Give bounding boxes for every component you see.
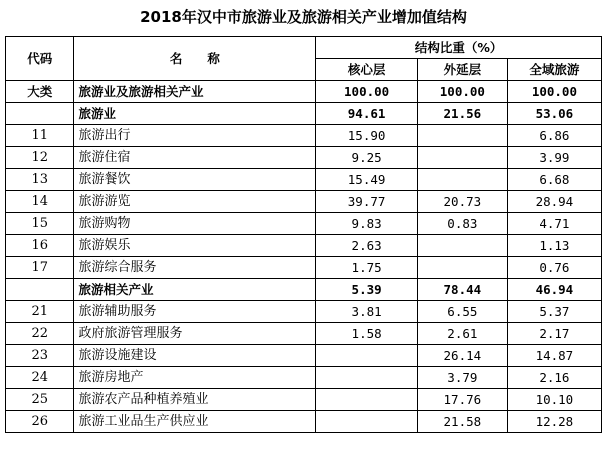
- header-name: 名 称: [74, 37, 316, 81]
- row-core-value: [316, 367, 418, 389]
- row-core-value: 5.39: [316, 279, 418, 301]
- row-name: 旅游出行: [74, 125, 316, 147]
- row-extension-value: 2.61: [417, 323, 507, 345]
- table-row: [6, 257, 602, 279]
- table-row: [6, 169, 602, 191]
- row-core-value: 9.25: [316, 147, 418, 169]
- row-total-value: 14.87: [507, 345, 601, 367]
- row-extension-value: 20.73: [417, 191, 507, 213]
- row-code: 21: [6, 301, 74, 323]
- table-row: [6, 125, 602, 147]
- table-body: [6, 81, 602, 433]
- row-core-value: 3.81: [316, 301, 418, 323]
- table-row: [6, 323, 602, 345]
- row-name: 旅游业: [74, 103, 316, 125]
- row-name: 旅游购物: [74, 213, 316, 235]
- table-row: [6, 345, 602, 367]
- header-core-layer: 核心层: [316, 59, 418, 81]
- table-row: [6, 103, 602, 125]
- row-name: 旅游游览: [74, 191, 316, 213]
- row-code: 16: [6, 235, 74, 257]
- row-extension-value: 6.55: [417, 301, 507, 323]
- row-extension-value: 3.79: [417, 367, 507, 389]
- row-total-value: 12.28: [507, 411, 601, 433]
- row-total-value: 100.00: [507, 81, 601, 103]
- row-total-value: 6.68: [507, 169, 601, 191]
- table-row: [6, 367, 602, 389]
- row-code: 14: [6, 191, 74, 213]
- row-code: 26: [6, 411, 74, 433]
- row-code: 15: [6, 213, 74, 235]
- row-name: 旅游住宿: [74, 147, 316, 169]
- row-core-value: [316, 389, 418, 411]
- row-total-value: 2.17: [507, 323, 601, 345]
- row-extension-value: 26.14: [417, 345, 507, 367]
- row-code: 25: [6, 389, 74, 411]
- table-row: [6, 81, 602, 103]
- row-code: 17: [6, 257, 74, 279]
- row-name: 政府旅游管理服务: [74, 323, 316, 345]
- row-core-value: 9.83: [316, 213, 418, 235]
- row-core-value: 39.77: [316, 191, 418, 213]
- header-all-region-tourism: 全域旅游: [507, 59, 601, 81]
- row-code: [6, 279, 74, 301]
- row-core-value: 15.49: [316, 169, 418, 191]
- row-code: 大类: [6, 81, 74, 103]
- row-extension-value: 78.44: [417, 279, 507, 301]
- header-extension-layer: 外延层: [417, 59, 507, 81]
- row-total-value: 53.06: [507, 103, 601, 125]
- row-core-value: 2.63: [316, 235, 418, 257]
- row-code: 23: [6, 345, 74, 367]
- table-row: [6, 301, 602, 323]
- header-structure-ratio: 结构比重（%）: [316, 37, 602, 59]
- row-name: 旅游业及旅游相关产业: [74, 81, 316, 103]
- row-extension-value: 21.56: [417, 103, 507, 125]
- row-extension-value: [417, 125, 507, 147]
- row-extension-value: [417, 235, 507, 257]
- row-total-value: 10.10: [507, 389, 601, 411]
- row-total-value: 3.99: [507, 147, 601, 169]
- row-total-value: 0.76: [507, 257, 601, 279]
- row-code: [6, 103, 74, 125]
- table-row: [6, 191, 602, 213]
- row-total-value: 4.71: [507, 213, 601, 235]
- row-name: 旅游综合服务: [74, 257, 316, 279]
- row-total-value: 6.86: [507, 125, 601, 147]
- row-name: 旅游辅助服务: [74, 301, 316, 323]
- row-name: 旅游娱乐: [74, 235, 316, 257]
- table-row: [6, 213, 602, 235]
- row-total-value: 2.16: [507, 367, 601, 389]
- row-name: 旅游房地产: [74, 367, 316, 389]
- row-code: 13: [6, 169, 74, 191]
- row-core-value: 1.58: [316, 323, 418, 345]
- table-row: [6, 411, 602, 433]
- row-code: 12: [6, 147, 74, 169]
- row-extension-value: 0.83: [417, 213, 507, 235]
- row-extension-value: [417, 169, 507, 191]
- data-table: [5, 36, 602, 433]
- row-extension-value: 17.76: [417, 389, 507, 411]
- row-code: 11: [6, 125, 74, 147]
- row-name: 旅游工业品生产供应业: [74, 411, 316, 433]
- row-code: 24: [6, 367, 74, 389]
- row-name: 旅游设施建设: [74, 345, 316, 367]
- row-name: 旅游相关产业: [74, 279, 316, 301]
- table-row: [6, 235, 602, 257]
- row-name: 旅游餐饮: [74, 169, 316, 191]
- table-row: [6, 389, 602, 411]
- row-core-value: 100.00: [316, 81, 418, 103]
- row-extension-value: [417, 257, 507, 279]
- row-extension-value: 21.58: [417, 411, 507, 433]
- row-total-value: 1.13: [507, 235, 601, 257]
- page-title: 2018年汉中市旅游业及旅游相关产业增加值结构: [140, 8, 467, 26]
- table-row: [6, 147, 602, 169]
- row-code: 22: [6, 323, 74, 345]
- row-total-value: 5.37: [507, 301, 601, 323]
- header-code: 代码: [6, 37, 74, 81]
- row-core-value: 94.61: [316, 103, 418, 125]
- row-core-value: [316, 345, 418, 367]
- row-core-value: 15.90: [316, 125, 418, 147]
- table-row: [6, 279, 602, 301]
- row-core-value: [316, 411, 418, 433]
- row-total-value: 28.94: [507, 191, 601, 213]
- row-extension-value: [417, 147, 507, 169]
- row-core-value: 1.75: [316, 257, 418, 279]
- row-extension-value: 100.00: [417, 81, 507, 103]
- row-name: 旅游农产品种植养殖业: [74, 389, 316, 411]
- row-total-value: 46.94: [507, 279, 601, 301]
